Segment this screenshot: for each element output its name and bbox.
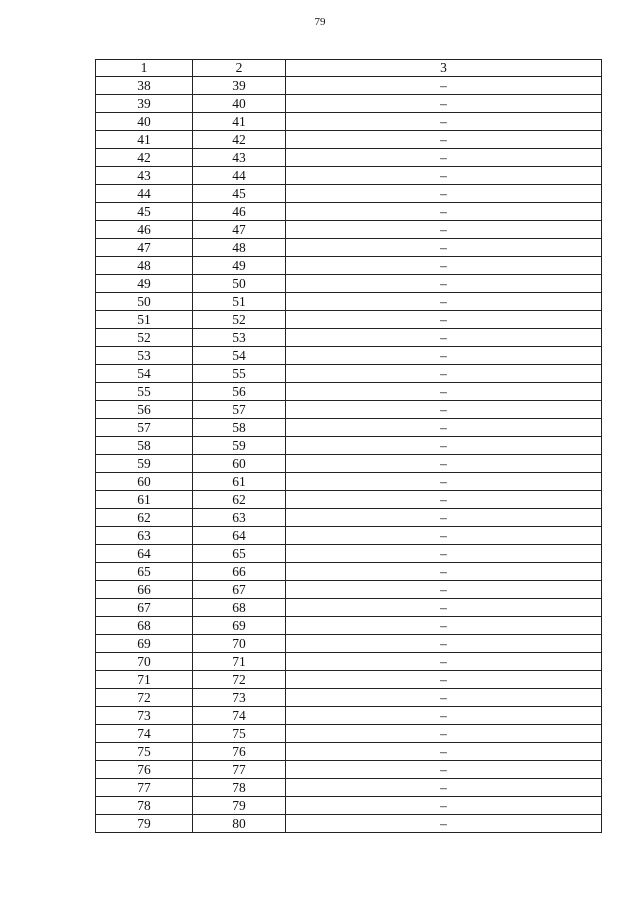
table-cell-col-3: – bbox=[286, 77, 602, 95]
table-cell-col-1: 38 bbox=[96, 77, 193, 95]
table-cell-col-3: – bbox=[286, 761, 602, 779]
table-cell-col-2: 66 bbox=[193, 563, 286, 581]
column-header-1: 1 bbox=[96, 60, 193, 77]
table-cell-col-1: 76 bbox=[96, 761, 193, 779]
table-row bbox=[96, 203, 602, 221]
table-cell-col-3: – bbox=[286, 707, 602, 725]
table-row bbox=[96, 257, 602, 275]
table-cell-col-3: – bbox=[286, 527, 602, 545]
table-cell-col-2: 62 bbox=[193, 491, 286, 509]
table-cell-col-1: 74 bbox=[96, 725, 193, 743]
table-cell-col-3: – bbox=[286, 167, 602, 185]
table-cell-col-2: 53 bbox=[193, 329, 286, 347]
table-cell-col-2: 55 bbox=[193, 365, 286, 383]
table-cell-col-3: – bbox=[286, 635, 602, 653]
table-cell-col-3: – bbox=[286, 203, 602, 221]
table-cell-col-3: – bbox=[286, 221, 602, 239]
table-cell-col-3: – bbox=[286, 239, 602, 257]
table-cell-col-1: 55 bbox=[96, 383, 193, 401]
table-cell-col-1: 61 bbox=[96, 491, 193, 509]
table-row bbox=[96, 527, 602, 545]
table-cell-col-1: 60 bbox=[96, 473, 193, 491]
table-row bbox=[96, 293, 602, 311]
page-number: 79 bbox=[314, 16, 326, 28]
table-cell-col-3: – bbox=[286, 797, 602, 815]
table-row bbox=[96, 275, 602, 293]
table-row bbox=[96, 167, 602, 185]
table-cell-col-3: – bbox=[286, 545, 602, 563]
table-cell-col-2: 50 bbox=[193, 275, 286, 293]
table-row bbox=[96, 149, 602, 167]
table-cell-col-2: 40 bbox=[193, 95, 286, 113]
table-cell-col-2: 77 bbox=[193, 761, 286, 779]
table-row bbox=[96, 797, 602, 815]
table-row bbox=[96, 635, 602, 653]
column-header-3: 3 bbox=[286, 60, 602, 77]
table-cell-col-2: 45 bbox=[193, 185, 286, 203]
table-cell-col-1: 53 bbox=[96, 347, 193, 365]
table-cell-col-3: – bbox=[286, 779, 602, 797]
table-row bbox=[96, 815, 602, 833]
table-cell-col-1: 67 bbox=[96, 599, 193, 617]
table-cell-col-3: – bbox=[286, 113, 602, 131]
table-cell-col-1: 65 bbox=[96, 563, 193, 581]
table-row bbox=[96, 671, 602, 689]
table-cell-col-2: 76 bbox=[193, 743, 286, 761]
table-cell-col-1: 68 bbox=[96, 617, 193, 635]
table-cell-col-2: 73 bbox=[193, 689, 286, 707]
table-cell-col-2: 54 bbox=[193, 347, 286, 365]
table-cell-col-1: 57 bbox=[96, 419, 193, 437]
table-cell-col-2: 67 bbox=[193, 581, 286, 599]
table-cell-col-3: – bbox=[286, 473, 602, 491]
table-cell-col-3: – bbox=[286, 725, 602, 743]
table-cell-col-3: – bbox=[286, 437, 602, 455]
table-cell-col-1: 71 bbox=[96, 671, 193, 689]
table-row bbox=[96, 725, 602, 743]
table-cell-col-1: 51 bbox=[96, 311, 193, 329]
table-cell-col-3: – bbox=[286, 563, 602, 581]
table-row bbox=[96, 491, 602, 509]
table-cell-col-3: – bbox=[286, 671, 602, 689]
table-cell-col-3: – bbox=[286, 365, 602, 383]
table-cell-col-3: – bbox=[286, 95, 602, 113]
table-cell-col-1: 56 bbox=[96, 401, 193, 419]
column-header-2: 2 bbox=[193, 60, 286, 77]
table-cell-col-1: 50 bbox=[96, 293, 193, 311]
table-row bbox=[96, 779, 602, 797]
data-table bbox=[95, 59, 602, 833]
table-cell-col-2: 65 bbox=[193, 545, 286, 563]
table-cell-col-1: 40 bbox=[96, 113, 193, 131]
table-cell-col-3: – bbox=[286, 743, 602, 761]
table-row bbox=[96, 563, 602, 581]
table-cell-col-2: 61 bbox=[193, 473, 286, 491]
table-cell-col-3: – bbox=[286, 185, 602, 203]
table-cell-col-3: – bbox=[286, 455, 602, 473]
table-cell-col-3: – bbox=[286, 293, 602, 311]
table-row bbox=[96, 581, 602, 599]
table-cell-col-2: 70 bbox=[193, 635, 286, 653]
table-cell-col-2: 51 bbox=[193, 293, 286, 311]
table-row bbox=[96, 473, 602, 491]
table-cell-col-3: – bbox=[286, 275, 602, 293]
table-cell-col-2: 60 bbox=[193, 455, 286, 473]
table-cell-col-2: 52 bbox=[193, 311, 286, 329]
table-row bbox=[96, 131, 602, 149]
table-cell-col-1: 43 bbox=[96, 167, 193, 185]
table-cell-col-1: 52 bbox=[96, 329, 193, 347]
table-body bbox=[96, 60, 602, 833]
table-row bbox=[96, 689, 602, 707]
table-cell-col-2: 44 bbox=[193, 167, 286, 185]
table-header-row bbox=[96, 60, 602, 77]
table-cell-col-1: 48 bbox=[96, 257, 193, 275]
table-cell-col-3: – bbox=[286, 491, 602, 509]
table-cell-col-1: 39 bbox=[96, 95, 193, 113]
table-cell-col-3: – bbox=[286, 419, 602, 437]
table-cell-col-1: 79 bbox=[96, 815, 193, 833]
table-cell-col-1: 75 bbox=[96, 743, 193, 761]
table-cell-col-2: 78 bbox=[193, 779, 286, 797]
table-cell-col-3: – bbox=[286, 257, 602, 275]
table-cell-col-3: – bbox=[286, 689, 602, 707]
table-cell-col-3: – bbox=[286, 401, 602, 419]
table-cell-col-1: 45 bbox=[96, 203, 193, 221]
table-row bbox=[96, 599, 602, 617]
table-cell-col-1: 63 bbox=[96, 527, 193, 545]
table-row bbox=[96, 239, 602, 257]
table-cell-col-2: 59 bbox=[193, 437, 286, 455]
table-row bbox=[96, 419, 602, 437]
table-cell-col-2: 79 bbox=[193, 797, 286, 815]
table-row bbox=[96, 365, 602, 383]
table-cell-col-2: 64 bbox=[193, 527, 286, 545]
table-cell-col-2: 58 bbox=[193, 419, 286, 437]
table-row bbox=[96, 653, 602, 671]
table-cell-col-2: 72 bbox=[193, 671, 286, 689]
table-row bbox=[96, 347, 602, 365]
table-cell-col-1: 72 bbox=[96, 689, 193, 707]
table-row bbox=[96, 113, 602, 131]
table-cell-col-2: 46 bbox=[193, 203, 286, 221]
table-cell-col-3: – bbox=[286, 311, 602, 329]
table-cell-col-3: – bbox=[286, 617, 602, 635]
table-cell-col-1: 41 bbox=[96, 131, 193, 149]
table-row bbox=[96, 707, 602, 725]
table-cell-col-1: 78 bbox=[96, 797, 193, 815]
table-cell-col-1: 64 bbox=[96, 545, 193, 563]
table-cell-col-1: 62 bbox=[96, 509, 193, 527]
table-row bbox=[96, 77, 602, 95]
table-cell-col-3: – bbox=[286, 815, 602, 833]
table-cell-col-1: 69 bbox=[96, 635, 193, 653]
table-row bbox=[96, 329, 602, 347]
table-cell-col-1: 58 bbox=[96, 437, 193, 455]
table-row bbox=[96, 743, 602, 761]
table-cell-col-3: – bbox=[286, 581, 602, 599]
table-cell-col-3: – bbox=[286, 599, 602, 617]
table-cell-col-2: 57 bbox=[193, 401, 286, 419]
table-cell-col-1: 70 bbox=[96, 653, 193, 671]
table-cell-col-3: – bbox=[286, 347, 602, 365]
table-cell-col-2: 75 bbox=[193, 725, 286, 743]
table-cell-col-1: 77 bbox=[96, 779, 193, 797]
table-cell-col-2: 43 bbox=[193, 149, 286, 167]
table-cell-col-1: 44 bbox=[96, 185, 193, 203]
table-row bbox=[96, 185, 602, 203]
table-cell-col-2: 80 bbox=[193, 815, 286, 833]
table-row bbox=[96, 761, 602, 779]
table-row bbox=[96, 509, 602, 527]
table-cell-col-2: 48 bbox=[193, 239, 286, 257]
table-row bbox=[96, 401, 602, 419]
table-cell-col-2: 49 bbox=[193, 257, 286, 275]
table-cell-col-3: – bbox=[286, 329, 602, 347]
table-cell-col-1: 66 bbox=[96, 581, 193, 599]
table-row bbox=[96, 221, 602, 239]
table-row bbox=[96, 383, 602, 401]
table-cell-col-2: 69 bbox=[193, 617, 286, 635]
table-row bbox=[96, 95, 602, 113]
table-cell-col-2: 39 bbox=[193, 77, 286, 95]
table-cell-col-2: 63 bbox=[193, 509, 286, 527]
table-row bbox=[96, 311, 602, 329]
table-cell-col-2: 47 bbox=[193, 221, 286, 239]
table-cell-col-1: 46 bbox=[96, 221, 193, 239]
table-cell-col-3: – bbox=[286, 383, 602, 401]
table-cell-col-3: – bbox=[286, 653, 602, 671]
table-cell-col-2: 74 bbox=[193, 707, 286, 725]
table-cell-col-1: 42 bbox=[96, 149, 193, 167]
table-row bbox=[96, 455, 602, 473]
table-cell-col-3: – bbox=[286, 509, 602, 527]
table-row bbox=[96, 617, 602, 635]
table-cell-col-2: 56 bbox=[193, 383, 286, 401]
table-cell-col-2: 41 bbox=[193, 113, 286, 131]
table-cell-col-2: 42 bbox=[193, 131, 286, 149]
table-cell-col-1: 54 bbox=[96, 365, 193, 383]
table-cell-col-1: 47 bbox=[96, 239, 193, 257]
table-cell-col-3: – bbox=[286, 149, 602, 167]
table-cell-col-2: 68 bbox=[193, 599, 286, 617]
table-cell-col-1: 59 bbox=[96, 455, 193, 473]
table-cell-col-2: 71 bbox=[193, 653, 286, 671]
table-cell-col-1: 73 bbox=[96, 707, 193, 725]
table-cell-col-3: – bbox=[286, 131, 602, 149]
table-cell-col-1: 49 bbox=[96, 275, 193, 293]
table-row bbox=[96, 545, 602, 563]
table-row bbox=[96, 437, 602, 455]
